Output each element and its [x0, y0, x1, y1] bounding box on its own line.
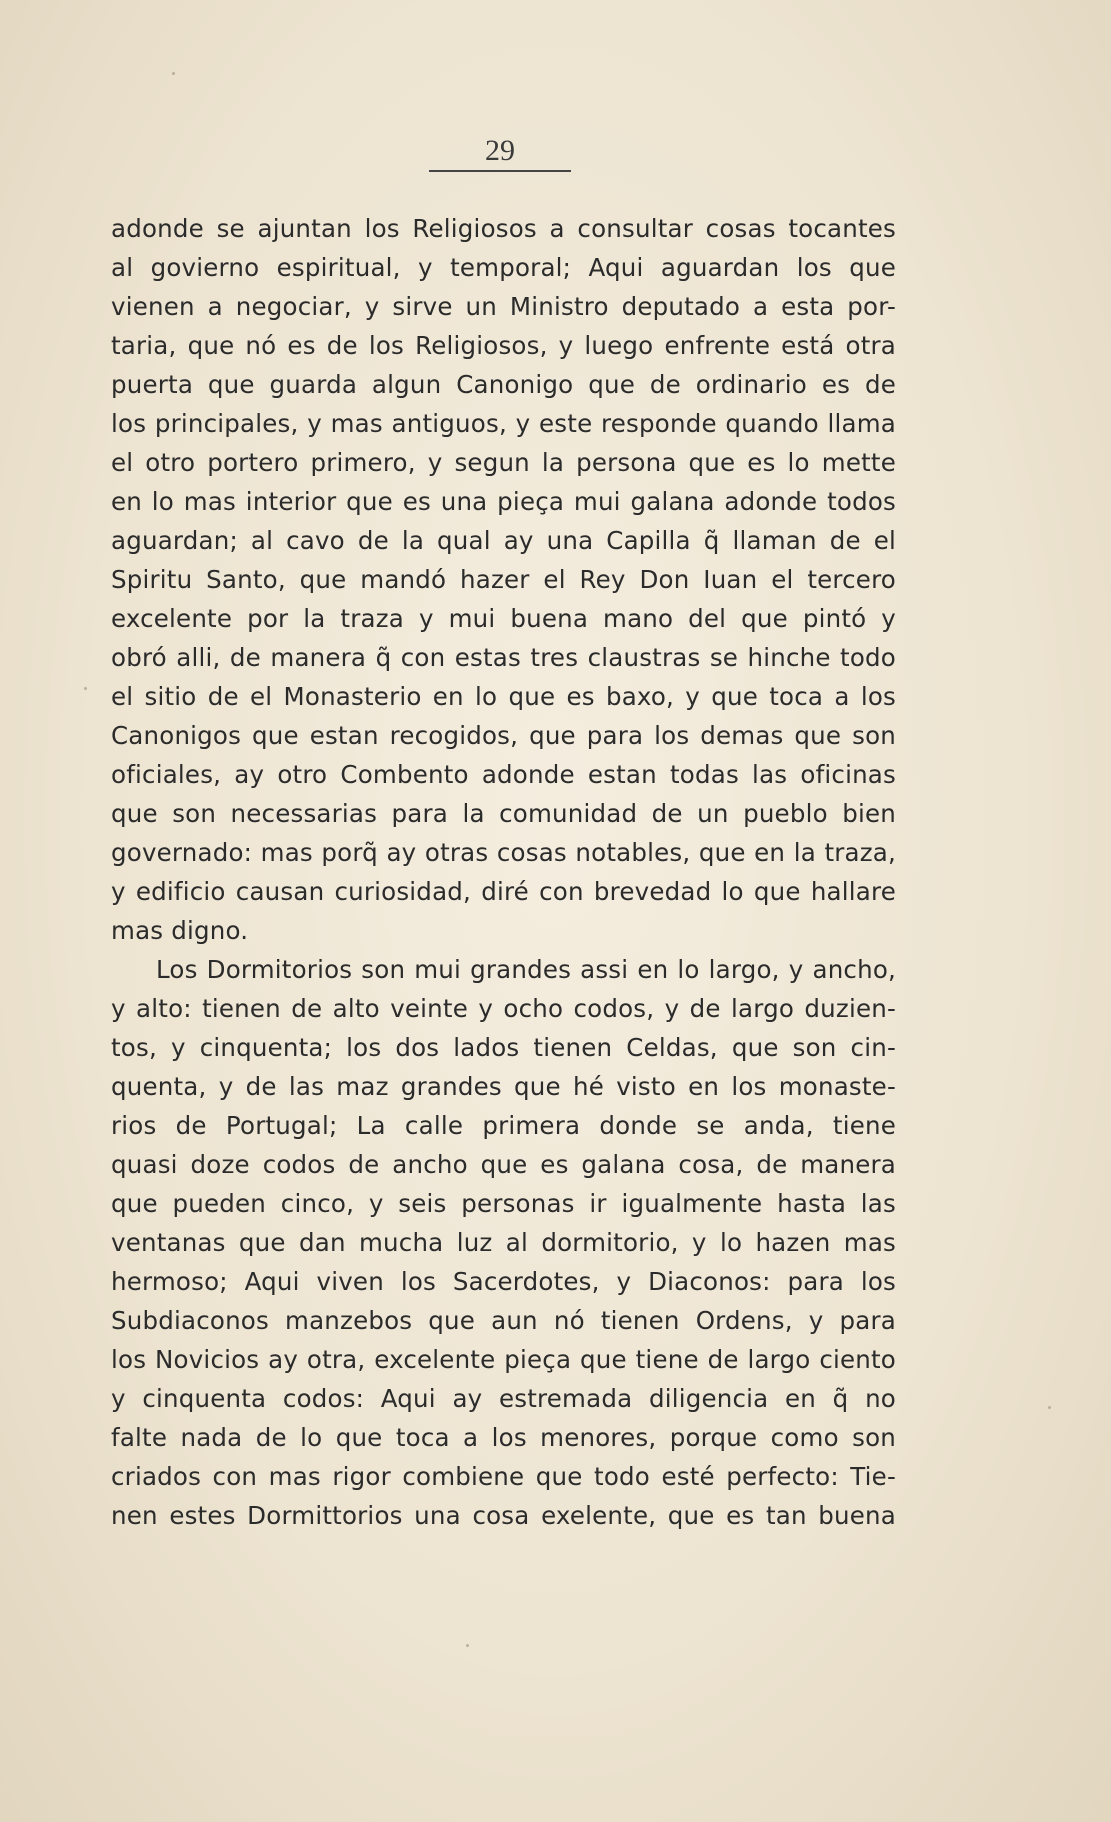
text-line: taria, que nó es de los Religiosos, y luego enfrente está otra: [111, 331, 896, 360]
text-line: y edificio causan curiosidad, diré con brevedad lo que hallare: [111, 877, 896, 906]
text-line: hermoso; Aqui viven los Sacerdotes, y Diaconos: para los: [111, 1267, 896, 1296]
text-line: al govierno espiritual, y temporal; Aqui aguardan los que: [111, 253, 896, 282]
paper-speck: [172, 72, 175, 75]
text-line: los Novicios ay otra, excelente pieça que tiene de largo ciento: [111, 1345, 896, 1374]
body-text: [111, 209, 896, 1535]
text-line: mas digno.: [111, 916, 249, 945]
text-line: excelente por la traza y mui buena mano del que pintó y: [111, 604, 896, 633]
text-line: que pueden cinco, y seis personas ir igualmente hasta las: [111, 1189, 896, 1218]
text-line: nen estes Dormittorios una cosa exelente, que es tan buena: [111, 1501, 896, 1530]
text-line: los principales, y mas antiguos, y este responde quando llama: [111, 409, 896, 438]
text-line: y cinquenta codos: Aqui ay estremada diligencia en q̃ no: [111, 1384, 896, 1413]
paper-speck: [84, 687, 87, 690]
text-line: adonde se ajuntan los Religiosos a consultar cosas tocantes: [111, 214, 896, 243]
text-line: que son necessarias para la comunidad de un pueblo bien: [111, 799, 896, 828]
text-line: tos, y cinquenta; los dos lados tienen Celdas, que son cin-: [111, 1033, 896, 1062]
text-line: Spiritu Santo, que mandó hazer el Rey Don Iuan el tercero: [111, 565, 896, 594]
text-line: vienen a negociar, y sirve un Ministro deputado a esta por-: [111, 292, 896, 321]
text-line: quasi doze codos de ancho que es galana cosa, de manera: [111, 1150, 896, 1179]
text-line: en lo mas interior que es una pieça mui galana adonde todos: [111, 487, 896, 516]
text-line: y alto: tienen de alto veinte y ocho codos, y de largo duzien-: [111, 994, 896, 1023]
text-line: obró alli, de manera q̃ con estas tres claustras se hinche todo: [111, 643, 896, 672]
paper-speck: [466, 1644, 469, 1647]
text-line: aguardan; al cavo de la qual ay una Capilla q̃ llaman de el: [111, 526, 896, 555]
text-line: puerta que guarda algun Canonigo que de ordinario es de: [111, 370, 896, 399]
text-line: falte nada de lo que toca a los menores, porque como son: [111, 1423, 896, 1452]
text-line: oficiales, ay otro Combento adonde estan todas las oficinas: [111, 760, 896, 789]
text-line: Los Dormitorios son mui grandes assi en lo largo, y ancho,: [156, 955, 896, 984]
text-line: rios de Portugal; La calle primera donde se anda, tiene: [111, 1111, 896, 1140]
paper-speck: [1048, 1406, 1051, 1409]
text-line: el sitio de el Monasterio en lo que es baxo, y que toca a los: [111, 682, 896, 711]
text-line: governado: mas porq̃ ay otras cosas notables, que en la traza,: [111, 838, 896, 867]
text-line: el otro portero primero, y segun la persona que es lo mette: [111, 448, 896, 477]
text-line: Canonigos que estan recogidos, que para los demas que son: [111, 721, 896, 750]
text-line: Subdiaconos manzebos que aun nó tienen Ordens, y para: [111, 1306, 896, 1335]
page-number: 29: [485, 134, 515, 167]
text-line: quenta, y de las maz grandes que hé visto en los monaste-: [111, 1072, 896, 1101]
text-line: criados con mas rigor combiene que todo esté perfecto: Tie-: [111, 1462, 896, 1491]
page-number-rule: [429, 170, 571, 172]
text-line: ventanas que dan mucha luz al dormitorio, y lo hazen mas: [111, 1228, 896, 1257]
